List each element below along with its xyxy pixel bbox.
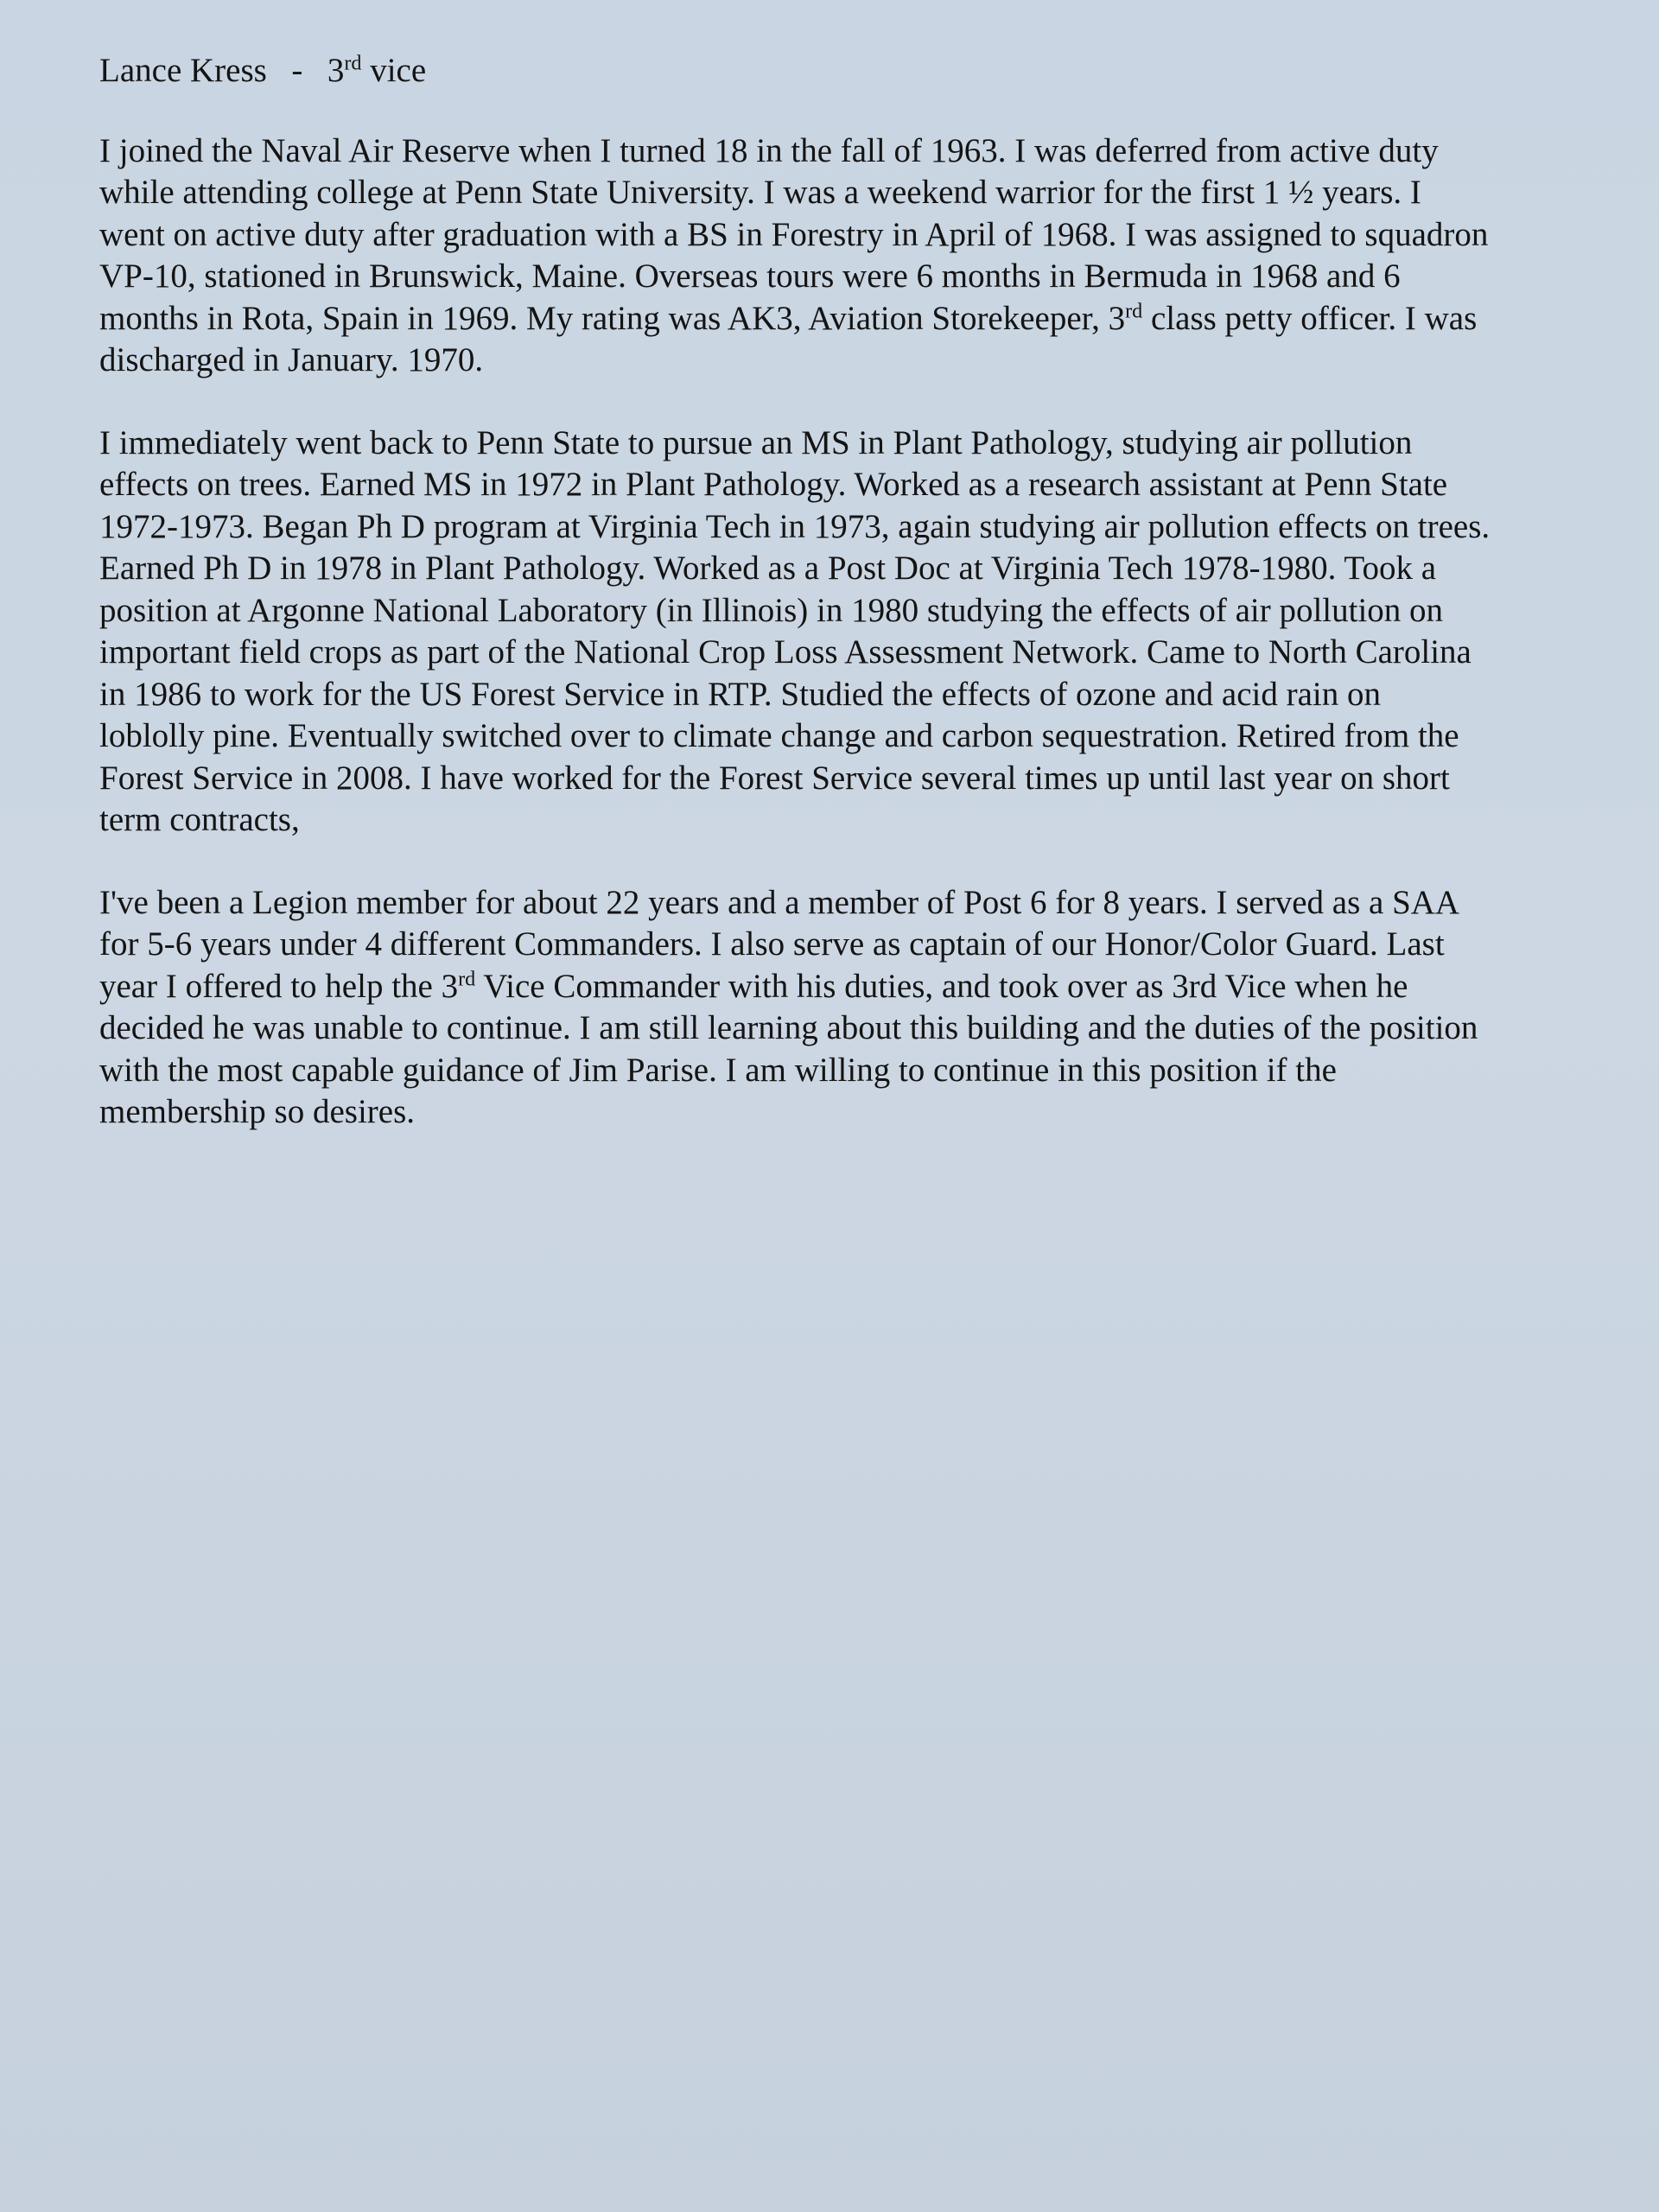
paragraph-line	[99, 214, 1629, 257]
paragraph-line	[99, 464, 1629, 506]
ordinal-suffix: rd	[1125, 299, 1143, 323]
line-text: went on active duty after graduation with a BS in Forestry in April of 1968. I was assigned to squadron	[99, 215, 1489, 253]
paragraph-line	[99, 172, 1629, 214]
paragraphs-container	[99, 130, 1629, 1134]
line-text: important field crops as part of the National Crop Loss Assessment Network. Came to North Carolina	[99, 633, 1471, 671]
line-text: year I offered to help the 3	[99, 967, 459, 1005]
paragraph-line	[99, 632, 1629, 674]
line-text: for 5-6 years under 4 different Commanders. I also serve as captain of our Honor/Color Guard. Last	[99, 925, 1445, 963]
paragraph-3	[99, 882, 1629, 1134]
line-text: effects on trees. Earned MS in 1972 in Plant Pathology. Worked as a research assistant at Penn State	[99, 466, 1448, 503]
line-text: discharged in January. 1970.	[99, 341, 484, 378]
line-text: term contracts,	[99, 801, 300, 838]
office-word: vice	[370, 52, 427, 89]
paragraph-line	[99, 590, 1629, 632]
paragraph-line	[99, 966, 1629, 1008]
line-text: Earned Ph D in 1978 in Plant Pathology. Worked as a Post Doc at Virginia Tech 1978-1980. Took a	[99, 550, 1437, 587]
paragraph-line	[99, 715, 1629, 758]
paragraph-line	[99, 548, 1629, 590]
paragraph-line	[99, 1007, 1629, 1050]
paragraph-line	[99, 298, 1629, 340]
letter-body	[99, 50, 1629, 1174]
document-heading	[99, 50, 1629, 92]
paragraph-line	[99, 340, 1629, 382]
line-text: class petty officer. I was	[1142, 299, 1478, 337]
line-text: I joined the Naval Air Reserve when I turned 18 in the fall of 1963. I was deferred from active duty	[99, 131, 1439, 169]
ordinal-suffix: rd	[458, 967, 476, 991]
line-text: in 1986 to work for the US Forest Service in RTP. Studied the effects of ozone and acid rain on	[99, 675, 1381, 713]
line-text: VP-10, stationed in Brunswick, Maine. Overseas tours were 6 months in Bermuda in 1968 and 6	[99, 257, 1401, 295]
paragraph-line	[99, 924, 1629, 966]
line-text: decided he was unable to continue. I am still learning about this building and the duties of the position	[99, 1009, 1478, 1046]
line-text: with the most capable guidance of Jim Parise. I am willing to continue in this position if the	[99, 1051, 1337, 1089]
line-text: loblolly pine. Eventually switched over to climate change and carbon sequestration. Retired from the	[99, 717, 1459, 754]
office-number: 3	[327, 52, 345, 89]
paragraph-line	[99, 506, 1629, 549]
line-text: while attending college at Penn State University. I was a weekend warrior for the first 1 ½ years. I	[99, 174, 1421, 211]
line-text: 1972-1973. Began Ph D program at Virginia Tech in 1973, again studying air pollution effects on trees.	[99, 507, 1491, 545]
paragraph-line	[99, 130, 1629, 173]
paragraph-2	[99, 423, 1629, 842]
paragraph-line	[99, 882, 1629, 925]
heading-separator: -	[291, 52, 303, 89]
paragraph-line	[99, 758, 1629, 800]
line-text: I immediately went back to Penn State to pursue an MS in Plant Pathology, studying air pollution	[99, 423, 1413, 461]
paragraph-line	[99, 423, 1629, 465]
paragraph-line	[99, 256, 1629, 298]
office-ordinal-suffix: rd	[344, 51, 362, 75]
paragraph-1	[99, 130, 1629, 382]
line-text: position at Argonne National Laboratory (in Illinois) in 1980 studying the effects of air pollution on	[99, 591, 1444, 629]
line-text: membership so desires.	[99, 1093, 416, 1130]
author-name: Lance Kress	[99, 52, 267, 89]
paragraph-line	[99, 1091, 1629, 1134]
paragraph-line	[99, 674, 1629, 716]
line-text: Vice Commander with his duties, and took over as 3rd Vice when he	[475, 967, 1408, 1005]
line-text: I've been a Legion member for about 22 years and a member of Post 6 for 8 years. I served as a SAA	[99, 883, 1460, 921]
paragraph-line	[99, 799, 1629, 842]
line-text: Forest Service in 2008. I have worked for the Forest Service several times up until last year on short	[99, 759, 1450, 797]
paragraph-line	[99, 1050, 1629, 1092]
line-text: months in Rota, Spain in 1969. My rating was AK3, Aviation Storekeeper, 3	[99, 299, 1126, 337]
